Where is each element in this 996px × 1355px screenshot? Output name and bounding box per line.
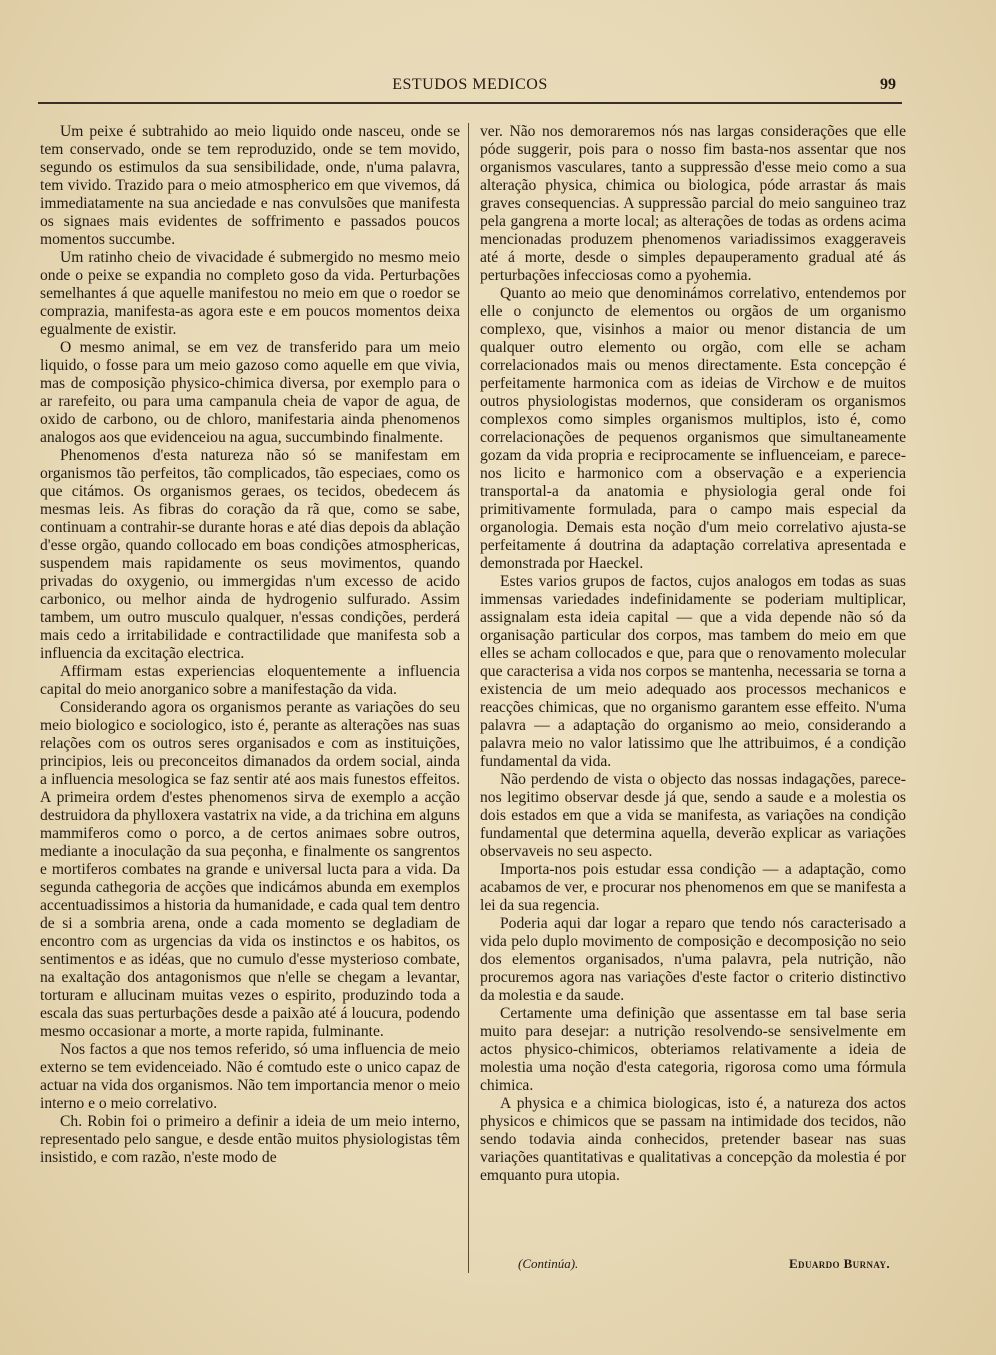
paragraph: Estes varios grupos de factos, cujos analogos em todas as suas immensas variedades indefinidamente se poderiam multiplicar, assignalam esta ideia capital — que a vida depende não só da organisação particular dos corpos, mas tambem do meio em que elles se acham collocados e que, para que o renovamento molecular que caracterisa a vida nos corpos se mantenha, necessaria se torna a existencia de um meio adequado aos processos mechanicos e reacções chimicas, que no organismo garantem esse effeito. N'uma palavra — a adaptação do organismo ao meio, considerando a palavra meio no valor latissimo que lhe attribuimos, é a condição fundamental da vida. [480,573,906,770]
continuation-note: (Continúa). [518,1256,579,1271]
paragraph: Phenomenos d'esta natureza não só se manifestam em organismos tão perfeitos, tão complicados, tão especiaes, como os que citámos. Os organismos geraes, os tecidos, obedecem ás mesmas leis. As fibras do coração da rã que, como se sabe, continuam a contrahir-se durante horas e até dias depois da ablação d'esse orgão, quando collocado em boas condições atmosphericas, suspendem mais rapidamente os seus movimentos, quando privadas do oxygenio, ou immergidas n'um excesso de acido carbonico, ou melhor ainda de hydrogenio sulfurado. Assim tambem, um outro musculo qualquer, n'essas condições, perderá mais cedo a irritabilidade e contractilidade que manifesta sob a influencia da excitação electrica. [40,447,460,662]
paragraph: Affirmam estas experiencias eloquentemente a influencia capital do meio anorganico sobre a manifestação da vida. [40,663,460,698]
paragraph: Quanto ao meio que denominámos correlativo, entendemos por elle o conjuncto de elementos ou orgãos de um organismo complexo, que, visinhos a maior ou menor distancia de um qualquer outro elemento ou orgão, com elle se acham correlacionados mais ou menos directamente. Esta concepção é perfeitamente harmonica com as ideias de Virchow e de muitos outros physiologistas modernos, que consideram os organismos complexos como simples organismos multiplos, isto é, como correlacionações de pequenos organismos que simultaneamente gozam da vida propria e reciprocamente se influenceiam, e parece-nos licito e harmonico com a observação e a experiencia transportal-a da anatomia e physiologia geral onde foi primitivamente formulada, para o campo mais especial da organologia. Demais esta noção d'um meio correlativo ajusta-se perfeitamente á doutrina da adaptação correlativa apresentada e demonstrada por Haeckel. [480,285,906,572]
article-footer [480,1256,890,1278]
right-column [480,123,906,1283]
paragraph: Considerando agora os organismos perante as variações do seu meio biologico e sociologico, isto é, perante as alterações nas suas relações com os outros seres organisados e com as instituições, principios, leis ou preconceitos dimanados da ordem social, ainda a influencia mesologica se faz sentir até aos mais funestos effeitos. A primeira ordem d'estes phenomenos sirva de exemplo a acção destruidora da phylloxera vastatrix na vide, a da trichina em alguns mammiferos como o porco, a de certos animaes sobre outros, mediante a inoculação da sua peçonha, e finalmente os sangrentos e mortiferos combates na grande e universal lucta para a vida. Da segunda cathegoria de acções que indicámos abunda em exemplos accentuadissimos a historia da humanidade, e cada qual tem dentro de si a sombria arena, onde a cada momento se degladiam de encontro com as urgencias da vida os instinctos e os habitos, os sentimentos e as idéas, que no cumulo d'esse mysterioso combate, na exaltação dos antagonismos que n'elle se chegam a levantar, torturam e allucinam muitas vezes o espirito, produzindo toda a escala das suas perturbações desde a paixão até á loucura, podendo mesmo occasionar a morte, a morte rapida, fulminante. [40,699,460,1040]
text-columns [38,123,906,1283]
paragraph: A physica e a chimica biologicas, isto é, a natureza dos actos physicos e chimicos que se passam na intimidade dos tecidos, não sendo todavia ainda conhecidos, pretender basear nas suas variações quantitativas e qualitativas a concepção da molestia é por emquanto pura utopia. [480,1095,906,1184]
paragraph: Um peixe é subtrahido ao meio liquido onde nasceu, onde se tem conservado, onde se tem reproduzido, onde se tem movido, segundo os estimulos da sua sensibilidade, onde, n'uma palavra, tem vivido. Trazido para o meio atmospherico em que vivemos, dá immediatamente na sua anciedade e nas convulsões que manifesta os signaes mais evidentes de soffrimento e passados poucos momentos succumbe. [40,123,460,248]
paragraph: Não perdendo de vista o objecto das nossas indagações, parece-nos legitimo observar desde já que, sendo a saude e a molestia os dois estados em que a vida se manifesta, as variações na condição fundamental que determina aquella, deverão explicar as variações observaveis no seu aspecto. [480,771,906,860]
page-number: 99 [880,76,896,93]
paragraph: Certamente uma definição que assentasse em tal base seria muito para desejar: a nutrição resolvendo-se sensivelmente em actos physico-chimicos, obteriamos relativamente a ideia de molestia uma noção d'esta categoria, rigorosa como uma fórmula chimica. [480,1005,906,1094]
paragraph: O mesmo animal, se em vez de transferido para um meio liquido, o fosse para um meio gazoso como aquelle em que vivia, mas de composição physico-chimica diversa, por exemplo para o ar rarefeito, ou para uma campanula cheia de vapor de agua, de oxido de carbono, ou de chloro, manifestaria ainda phenomenos analogos aos que evidenceiou na agua, succumbindo finalmente. [40,339,460,446]
column-divider [468,123,469,1273]
paragraph: Ch. Robin foi o primeiro a definir a ideia de um meio interno, representado pelo sangue, e desde então muitos physiologistas têm insistido, e com razão, n'este modo de [40,1113,460,1166]
paragraph: Poderia aqui dar logar a reparo que tendo nós caracterisado a vida pelo duplo movimento de composição e decomposição no seio dos elementos organisados, n'uma palavra, pela nutrição, não procuremos agora nas variações d'este factor o criterio distinctivo da molestia e da saude. [480,915,906,1004]
author-signature: Eduardo Burnay. [788,1256,890,1271]
paragraph: ver. Não nos demoraremos nós nas largas considerações que elle póde suggerir, pois para o nosso fim basta-nos assentar que nos organismos vasculares, tanto a suppressão d'esse meio como a sua alteração physica, chimica ou biologica, póde arrastar ás mais graves consequencias. A suppressão parcial do meio sanguineo traz pela gangrena a morte local; as alterações de todas as ordens acima mencionadas produzem phenomenos variadissimos exaggeraveis até á morte, desde o simples depauperamento gradual até ás perturbações infecciosas como a pyohemia. [480,123,906,284]
paragraph: Nos factos a que nos temos referido, só uma influencia de meio externo se tem evidenceiado. Não é comtudo este o unico capaz de actuar na vida dos organismos. Não tem importancia menor o meio interno e o meio correlativo. [40,1041,460,1112]
paragraph: Importa-nos pois estudar essa condição — a adaptação, como acabamos de ver, e procurar nos phenomenos em que se manifesta a lei da sua regencia. [480,861,906,914]
page-header [38,70,902,104]
running-title: ESTUDOS MEDICOS [392,76,548,93]
paragraph: Um ratinho cheio de vivacidade é submergido no mesmo meio onde o peixe se expandia no completo goso da vida. Perturbações semelhantes á que aquelle manifestou no meio em que o roedor se comprazia, manifesta-as agora este e em poucos momentos deixa egualmente de existir. [40,249,460,338]
left-column [40,123,460,1283]
